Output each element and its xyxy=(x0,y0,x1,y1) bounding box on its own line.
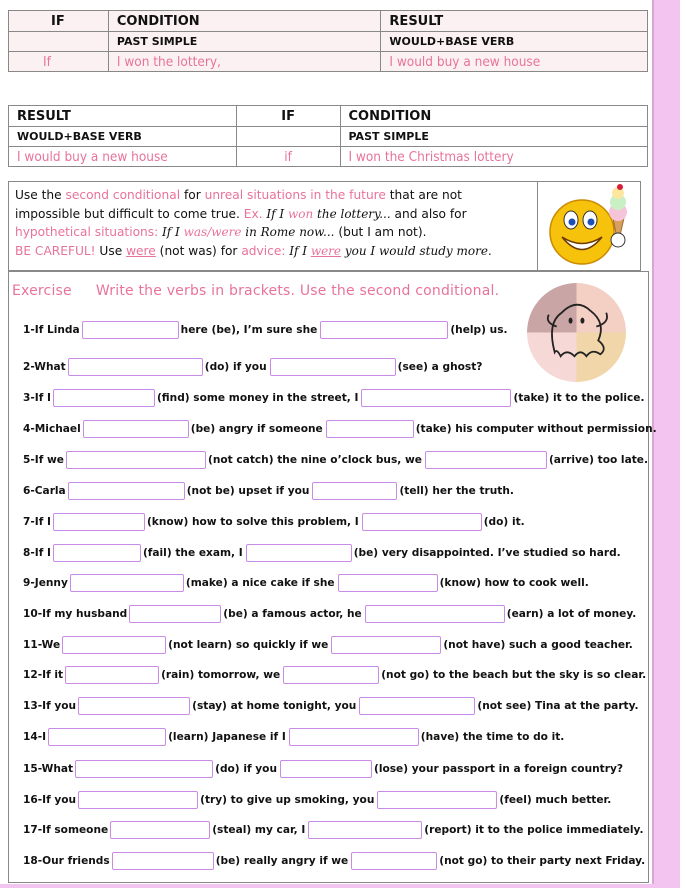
question-text-middle: (do) if you xyxy=(204,361,267,373)
question-text-start: 2-What xyxy=(23,361,66,373)
answer-box-1[interactable] xyxy=(129,605,221,623)
question-text-start: 18-Our friends xyxy=(23,855,110,867)
answer-box-1[interactable] xyxy=(70,574,184,592)
question-text-middle: (find) some money in the street, I xyxy=(156,392,359,404)
answer-box-2[interactable] xyxy=(365,605,505,623)
question-text-start: 11-We xyxy=(23,639,61,651)
answer-box-2[interactable] xyxy=(331,636,441,654)
answer-box-1[interactable] xyxy=(65,666,159,684)
question-text-end: (take) his computer without permission. xyxy=(415,423,657,435)
answer-box-1[interactable] xyxy=(53,513,145,531)
example-if: If xyxy=(9,52,109,72)
question-12 xyxy=(23,664,646,686)
sub-empty xyxy=(9,32,109,52)
question-text-start: 16-If you xyxy=(23,794,77,806)
question-text-middle: (try) to give up smoking, you xyxy=(200,794,375,806)
answer-box-1[interactable] xyxy=(68,482,185,500)
question-text-end: (see) a ghost? xyxy=(397,361,483,373)
sub-past-simple: PAST SIMPLE xyxy=(340,127,648,147)
header-result: RESULT xyxy=(9,106,237,127)
question-text-middle: (do) if you xyxy=(215,763,277,775)
answer-box-1[interactable] xyxy=(78,697,190,715)
sub-empty xyxy=(236,127,340,147)
answer-box-2[interactable] xyxy=(270,358,396,376)
question-text-middle: (not learn) so quickly if we xyxy=(168,639,329,651)
question-text-start: 17-If someone xyxy=(23,824,109,836)
question-15 xyxy=(23,758,623,780)
question-7 xyxy=(23,511,525,533)
question-text-middle: (not be) upset if you xyxy=(186,485,310,497)
answer-box-2[interactable] xyxy=(359,697,475,715)
answer-box-2[interactable] xyxy=(312,482,397,500)
question-text-start: 6-Carla xyxy=(23,485,66,497)
answer-box-2[interactable] xyxy=(308,821,422,839)
question-6 xyxy=(23,480,514,502)
question-text-middle: here (be), I’m sure she xyxy=(180,324,318,336)
question-5 xyxy=(23,449,648,471)
answer-box-2[interactable] xyxy=(351,852,437,870)
question-text-start: 4-Michael xyxy=(23,423,81,435)
question-16 xyxy=(23,789,611,811)
question-text-start: 12-If it xyxy=(23,669,64,681)
header-condition: CONDITION xyxy=(340,106,648,127)
question-text-end: (help) us. xyxy=(450,324,508,336)
answer-box-1[interactable] xyxy=(68,358,203,376)
question-text-middle: (make) a nice cake if she xyxy=(185,577,335,589)
answer-box-2[interactable] xyxy=(361,389,511,407)
answer-box-1[interactable] xyxy=(62,636,166,654)
question-8 xyxy=(23,542,621,564)
answer-box-1[interactable] xyxy=(75,760,213,778)
question-text-end: (feel) much better. xyxy=(499,794,612,806)
question-9 xyxy=(23,572,589,594)
exercise-title: Exercise xyxy=(12,283,72,299)
question-text-middle: (know) how to solve this problem, I xyxy=(146,516,359,528)
sub-would-base-verb: WOULD+BASE VERB xyxy=(381,32,648,52)
question-text-middle: (be) really angry if we xyxy=(215,855,349,867)
question-text-end: (report) it to the police immediately. xyxy=(424,824,644,836)
answer-box-2[interactable] xyxy=(425,451,547,469)
question-text-middle: (not catch) the nine o’clock bus, we xyxy=(207,454,422,466)
question-text-end: (not have) such a good teacher. xyxy=(443,639,633,651)
answer-box-1[interactable] xyxy=(53,544,141,562)
answer-box-1[interactable] xyxy=(66,451,206,469)
example-result: I would buy a new house xyxy=(381,52,648,72)
answer-box-2[interactable] xyxy=(377,791,497,809)
question-text-start: 5-If we xyxy=(23,454,64,466)
question-text-start: 8-If I xyxy=(23,547,51,559)
answer-box-2[interactable] xyxy=(320,321,448,339)
answer-box-1[interactable] xyxy=(82,321,179,339)
question-17 xyxy=(23,819,644,841)
question-text-start: 3-If I xyxy=(23,392,51,404)
answer-box-1[interactable] xyxy=(78,791,198,809)
question-2 xyxy=(23,356,482,378)
question-text-start: 14-I xyxy=(23,731,47,743)
answer-box-1[interactable] xyxy=(83,420,189,438)
result-first-table xyxy=(8,105,648,167)
question-text-end: (tell) her the truth. xyxy=(399,485,514,497)
if-first-table xyxy=(8,10,648,72)
question-text-end: (earn) a lot of money. xyxy=(506,608,637,620)
question-text-end: (not go) to the beach but the sky is so clear. xyxy=(381,669,647,681)
explanation-line-3: hypothetical situations: If I was/were in Rome now... (but I am not). xyxy=(15,225,427,239)
answer-box-2[interactable] xyxy=(326,420,414,438)
question-text-middle: (learn) Japanese if I xyxy=(168,731,286,743)
example-result: I would buy a new house xyxy=(9,147,237,167)
question-text-start: 9-Jenny xyxy=(23,577,68,589)
ghost-icon xyxy=(527,283,626,382)
question-10 xyxy=(23,603,636,625)
header-if: IF xyxy=(236,106,340,127)
exercise-heading xyxy=(12,283,499,299)
example-condition: I won the Christmas lottery xyxy=(340,147,648,167)
question-3 xyxy=(23,387,645,409)
question-text-end: (be) very disappointed. I’ve studied so hard. xyxy=(353,547,621,559)
question-text-middle: (be) a famous actor, he xyxy=(223,608,362,620)
question-text-start: 1-If Linda xyxy=(23,324,80,336)
question-text-end: (not see) Tina at the party. xyxy=(477,700,639,712)
example-condition: I won the lottery, xyxy=(108,52,381,72)
answer-box-2[interactable] xyxy=(246,544,352,562)
answer-box-1[interactable] xyxy=(53,389,155,407)
question-text-middle: (be) angry if someone xyxy=(190,423,323,435)
question-1 xyxy=(23,319,508,341)
sub-would-base-verb: WOULD+BASE VERB xyxy=(9,127,237,147)
question-text-middle: (stay) at home tonight, you xyxy=(192,700,357,712)
example-if: if xyxy=(236,147,340,167)
question-text-end: (arrive) too late. xyxy=(548,454,648,466)
answer-box-2[interactable] xyxy=(338,574,438,592)
question-text-end: (know) how to cook well. xyxy=(439,577,589,589)
question-text-start: 10-If my husband xyxy=(23,608,128,620)
question-13 xyxy=(23,695,639,717)
header-if: IF xyxy=(9,11,109,32)
question-4 xyxy=(23,418,657,440)
smiley-ice-cream-icon xyxy=(538,182,640,270)
answer-box-2[interactable] xyxy=(283,666,379,684)
sub-past-simple: PAST SIMPLE xyxy=(108,32,381,52)
question-text-middle: (steal) my car, I xyxy=(212,824,306,836)
question-text-middle: (fail) the exam, I xyxy=(142,547,243,559)
question-text-start: 13-If you xyxy=(23,700,77,712)
answer-box-1[interactable] xyxy=(110,821,210,839)
page-edge-decoration xyxy=(652,0,680,888)
question-text-middle: (rain) tomorrow, we xyxy=(161,669,281,681)
answer-box-1[interactable] xyxy=(112,852,214,870)
question-18 xyxy=(23,850,645,872)
answer-box-2[interactable] xyxy=(289,728,419,746)
explanation-box xyxy=(8,181,538,271)
question-14 xyxy=(23,726,564,748)
explanation-line-4: BE CAREFUL! Use were (not was) for advice: If I were you I would study more. xyxy=(15,243,492,258)
question-text-start: 15-What xyxy=(23,763,74,775)
question-text-end: (lose) your passport in a foreign country? xyxy=(374,763,624,775)
question-text-start: 7-If I xyxy=(23,516,51,528)
question-11 xyxy=(23,634,633,656)
explanation-line-1: Use the second conditional for unreal situations in the future that are not xyxy=(15,188,462,202)
question-text-end: (not go) to their party next Friday. xyxy=(439,855,646,867)
smiley-box xyxy=(538,181,641,271)
answer-box-1[interactable] xyxy=(48,728,166,746)
answer-box-2[interactable] xyxy=(280,760,372,778)
question-text-end: (take) it to the police. xyxy=(513,392,645,404)
page-bottom-decoration xyxy=(0,884,680,888)
explanation-line-2: impossible but difficult to come true. Ex. If I won the lottery... and also for xyxy=(15,206,467,221)
question-text-end: (have) the time to do it. xyxy=(420,731,565,743)
header-condition: CONDITION xyxy=(108,11,381,32)
exercise-instruction: Write the verbs in brackets. Use the second conditional. xyxy=(95,283,500,299)
answer-box-2[interactable] xyxy=(362,513,482,531)
header-result: RESULT xyxy=(381,11,648,32)
question-text-end: (do) it. xyxy=(483,516,525,528)
